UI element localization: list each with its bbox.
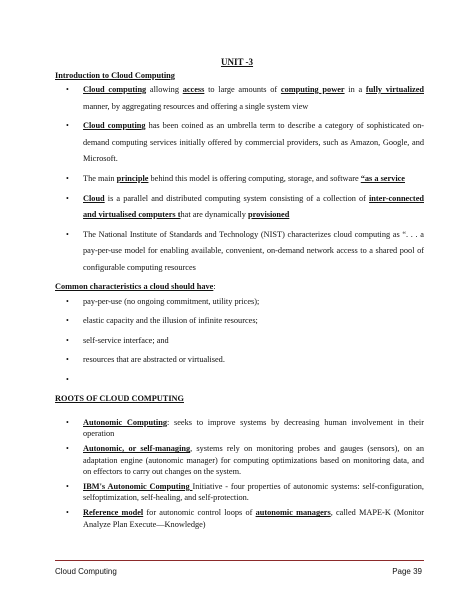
emphasized-term: fully virtualized (365, 85, 425, 94)
item-text: The main (83, 173, 117, 183)
characteristic-item: • elastic capacity and the illusion of infinite resources; (55, 314, 424, 328)
characteristics-heading: Common characteristics a cloud should have (55, 281, 214, 291)
characteristic-item: • resources that are abstracted or virtualised. (55, 353, 424, 367)
roots-list-item (55, 443, 424, 477)
emphasized-term: Cloud (83, 193, 105, 203)
emphasized-term: Autonomic Computing (83, 418, 167, 428)
characteristics-heading-line (55, 280, 424, 293)
roots-heading: ROOTS OF CLOUD COMPUTING (55, 394, 184, 404)
item-text: behind this model is offering computing, storage, and software (148, 173, 361, 183)
intro-list (55, 82, 424, 277)
roots-list (55, 417, 424, 530)
characteristic-item: • pay-per-use (no ongoing commitment, utility prices); (55, 295, 424, 309)
item-text: : seeks to improve systems by decreasing human involvement in their operation (83, 418, 424, 439)
characteristic-item (55, 373, 424, 387)
item-text: hat are dynamically (180, 210, 248, 220)
page-content (55, 69, 424, 534)
unit-title: UNIT -3 (220, 57, 254, 67)
footer-page-number: Page 39 (392, 567, 422, 576)
intro-list-item (55, 82, 424, 115)
item-text: Initiative - four properties of autonomic systems: self-configuration, selfoptimization, self-healing, and self-protection. (83, 482, 424, 503)
emphasized-term: Autonomic, or self-managing (83, 444, 191, 454)
item-text: to large amounts of (204, 85, 281, 94)
item-text: for autonomic control loops of (143, 508, 256, 518)
item-text: in a (344, 85, 366, 94)
item-text: The National Institute of Standards and Technology (NIST) characterizes cloud computing as “. . . a pay-per-use model for enabling available, convenient, on-demand network access to a shared pool of configurable computing resources (83, 229, 424, 272)
item-text: , systems rely on monitoring probes and gauges (sensors), on an adaptation engine (autonomic manager) for computing optimizations based on monitoring data, and on effectors to carry out changes on the system. (83, 444, 424, 476)
emphasized-term: Cloud computing (83, 85, 147, 94)
emphasized-term: provisioned (248, 210, 290, 220)
intro-heading: Introduction to Cloud Computing (55, 71, 175, 80)
intro-list-item (55, 227, 424, 277)
emphasized-term: “as a service (360, 173, 405, 183)
roots-list-item (55, 417, 424, 439)
intro-list-item (55, 171, 424, 188)
intro-list-item (55, 191, 424, 224)
roots-list-item (55, 481, 424, 503)
emphasized-term: principle (116, 173, 149, 183)
characteristic-item: • self-service interface; and (55, 334, 424, 348)
emphasized-term: IBM's Autonomic Computing (83, 482, 193, 492)
footer-rule (55, 560, 424, 561)
footer-title: Cloud Computing (55, 567, 117, 576)
item-text: is a parallel and distributed computing system consisting of a collection of (104, 193, 369, 203)
roots-list-item (55, 507, 424, 529)
item-text: , called MAPE-K (Monitor Analyze Plan Execute—Knowledge) (83, 508, 424, 529)
characteristics-heading-suffix: : (213, 281, 216, 291)
emphasized-term: inter-connected and virtualised computers t (83, 193, 424, 220)
emphasized-term: computing power (280, 85, 345, 94)
emphasized-term: autonomic managers (255, 508, 331, 518)
emphasized-term: Reference model (83, 508, 144, 518)
item-text: allowing (146, 85, 183, 94)
item-text: has been coined as an umbrella term to describe a category of sophisticated on-demand computing services initially offered by commercial providers, such as Amazon, Google, and Microsoft. (83, 121, 424, 164)
characteristics-list (55, 295, 424, 387)
emphasized-term: Cloud computing (83, 121, 146, 131)
emphasized-term: access (182, 85, 205, 94)
intro-list-item (55, 118, 424, 168)
item-text: manner, by aggregating resources and offering a single system view (83, 101, 309, 111)
